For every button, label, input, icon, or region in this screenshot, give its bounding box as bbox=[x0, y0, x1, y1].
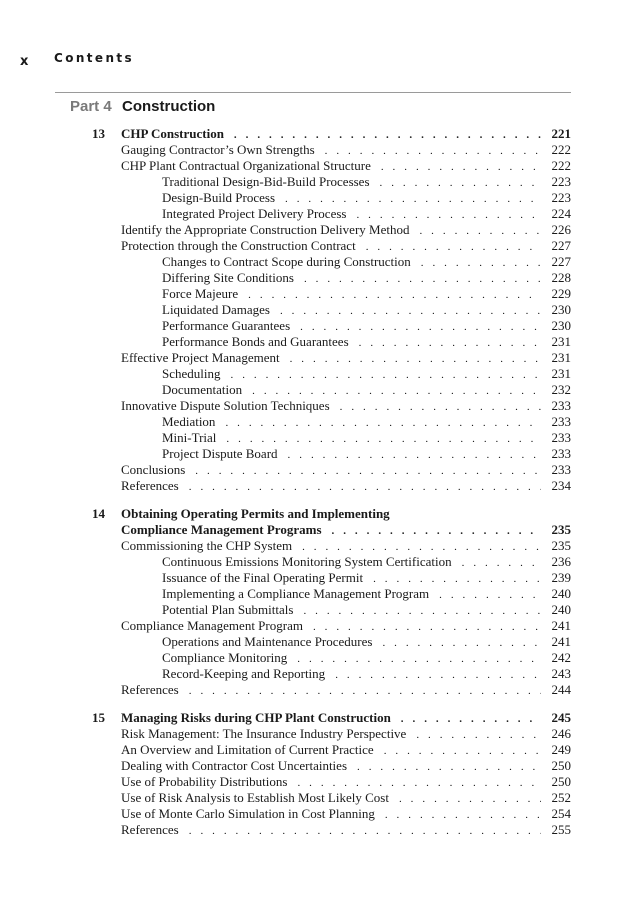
toc-entry-title: Identify the Appropriate Construction Delivery Method bbox=[121, 222, 410, 237]
toc-entry-title: References bbox=[121, 478, 179, 493]
dot-leader bbox=[419, 223, 541, 239]
toc-entry bbox=[0, 742, 621, 758]
toc-entry-line bbox=[162, 634, 571, 651]
toc-entry-title: Innovative Dispute Solution Techniques bbox=[121, 398, 330, 413]
toc-entry-title: Force Majeure bbox=[162, 286, 239, 301]
toc-page-number: 228 bbox=[551, 270, 571, 285]
toc-entry bbox=[0, 682, 621, 698]
dot-leader bbox=[366, 239, 541, 255]
toc-entry bbox=[0, 710, 621, 726]
toc-page-number: 252 bbox=[551, 790, 571, 805]
toc-entry-line bbox=[162, 554, 571, 571]
toc-entry-title: Differing Site Conditions bbox=[162, 270, 294, 285]
toc-list bbox=[0, 126, 621, 838]
toc-entry bbox=[0, 538, 621, 554]
dot-leader bbox=[313, 619, 541, 635]
dot-leader bbox=[332, 523, 541, 539]
toc-entry-line bbox=[121, 822, 571, 839]
toc-entry bbox=[0, 430, 621, 446]
toc-page-number: 229 bbox=[551, 286, 571, 301]
toc-entry-line bbox=[162, 270, 571, 287]
toc-entry-line bbox=[121, 522, 571, 539]
toc-entry-title: Mediation bbox=[162, 414, 216, 429]
toc-entry-line bbox=[121, 806, 571, 823]
toc-entry-line bbox=[121, 758, 571, 775]
toc-entry-title: Commissioning the CHP System bbox=[121, 538, 293, 553]
toc-entry-line bbox=[162, 366, 571, 383]
toc-entry bbox=[0, 398, 621, 414]
toc-entry bbox=[0, 414, 621, 430]
toc-page-number: 222 bbox=[551, 158, 571, 173]
dot-leader bbox=[189, 683, 541, 699]
toc-entry-line bbox=[162, 602, 571, 619]
toc-entry-line bbox=[121, 726, 571, 743]
dot-leader bbox=[226, 431, 541, 447]
toc-entry bbox=[0, 618, 621, 634]
toc-entry-line bbox=[162, 382, 571, 399]
toc-entry bbox=[0, 666, 621, 682]
dot-leader bbox=[280, 303, 541, 319]
toc-page-number: 230 bbox=[551, 318, 571, 333]
dot-leader bbox=[385, 807, 541, 823]
toc-entry bbox=[0, 318, 621, 334]
dot-leader bbox=[335, 667, 541, 683]
toc-page-number: 245 bbox=[551, 710, 571, 725]
dot-leader bbox=[439, 587, 541, 603]
toc-entry bbox=[0, 774, 621, 790]
toc-entry-title: Record-Keeping and Reporting bbox=[162, 666, 326, 681]
dot-leader bbox=[195, 463, 541, 479]
toc-entry-line bbox=[162, 650, 571, 667]
dot-leader bbox=[421, 255, 541, 271]
toc-entry bbox=[0, 238, 621, 254]
toc-page-number: 231 bbox=[551, 334, 571, 349]
dot-leader bbox=[401, 711, 541, 727]
dot-leader bbox=[302, 539, 541, 555]
toc-entry-title: Compliance Monitoring bbox=[162, 650, 288, 665]
toc-entry-title: Integrated Project Delivery Process bbox=[162, 206, 347, 221]
dot-leader bbox=[381, 159, 541, 175]
toc-entry bbox=[0, 602, 621, 618]
toc-entry-title: Risk Management: The Insurance Industry Perspective bbox=[121, 726, 407, 741]
dot-leader bbox=[304, 271, 541, 287]
toc-page-number: 235 bbox=[551, 538, 571, 553]
toc-entry bbox=[0, 478, 621, 494]
chapter-number: 15 bbox=[92, 710, 105, 725]
toc-entry-line bbox=[162, 190, 571, 207]
toc-entry bbox=[0, 350, 621, 366]
toc-entry bbox=[0, 790, 621, 806]
toc-entry-title: Operations and Maintenance Procedures bbox=[162, 634, 373, 649]
toc-entry-line bbox=[121, 790, 571, 807]
toc-entry bbox=[0, 302, 621, 318]
dot-leader bbox=[325, 143, 541, 159]
toc-entry-line bbox=[121, 398, 571, 415]
toc-entry-title: CHP Plant Contractual Organizational Structure bbox=[121, 158, 371, 173]
toc-entry-title: Performance Bonds and Guarantees bbox=[162, 334, 349, 349]
toc-entry-line bbox=[162, 206, 571, 223]
toc-entry-line bbox=[162, 570, 571, 587]
toc-page-number: 241 bbox=[551, 618, 571, 633]
toc-page-number: 226 bbox=[551, 222, 571, 237]
toc-page-number: 227 bbox=[551, 254, 571, 269]
toc-entry bbox=[0, 554, 621, 570]
toc-entry-line bbox=[162, 286, 571, 303]
toc-entry-title: Managing Risks during CHP Plant Construction bbox=[121, 710, 391, 725]
toc-page-number: 255 bbox=[551, 822, 571, 837]
toc-entry bbox=[0, 366, 621, 382]
toc-entry-line bbox=[162, 318, 571, 335]
toc-entry-title: Continuous Emissions Monitoring System Certification bbox=[162, 554, 452, 569]
toc-entry bbox=[0, 634, 621, 650]
dot-leader bbox=[356, 207, 541, 223]
toc-entry bbox=[0, 522, 621, 538]
toc-entry-title: Effective Project Management bbox=[121, 350, 280, 365]
toc-page-number: 223 bbox=[551, 174, 571, 189]
toc-entry-line bbox=[121, 618, 571, 635]
page-number: x bbox=[20, 54, 29, 69]
dot-leader bbox=[340, 399, 541, 415]
toc-entry bbox=[0, 126, 621, 142]
toc-entry-line bbox=[121, 682, 571, 699]
toc-entry-line bbox=[162, 334, 571, 351]
dot-leader bbox=[357, 759, 541, 775]
toc-entry-title: Obtaining Operating Permits and Implementing bbox=[121, 506, 390, 521]
chapter-number: 14 bbox=[92, 506, 105, 521]
toc-entry-line bbox=[162, 174, 571, 191]
toc-entry-line bbox=[121, 478, 571, 495]
toc-page-number: 249 bbox=[551, 742, 571, 757]
dot-leader bbox=[225, 415, 541, 431]
toc-entry-line bbox=[121, 506, 571, 522]
toc-page-number: 227 bbox=[551, 238, 571, 253]
toc-page-number: 233 bbox=[551, 430, 571, 445]
dot-leader bbox=[290, 351, 541, 367]
toc-entry-line bbox=[162, 446, 571, 463]
toc-page-number: 254 bbox=[551, 806, 571, 821]
dot-leader bbox=[380, 175, 541, 191]
toc-entry-title: Use of Risk Analysis to Establish Most Likely Cost bbox=[121, 790, 389, 805]
toc-page-number: 221 bbox=[551, 126, 571, 141]
toc-entry-line bbox=[121, 142, 571, 159]
dot-leader bbox=[234, 127, 541, 143]
toc-page-number: 236 bbox=[551, 554, 571, 569]
toc-entry bbox=[0, 758, 621, 774]
toc-entry bbox=[0, 462, 621, 478]
toc-entry-title: Mini-Trial bbox=[162, 430, 217, 445]
toc-page-number: 230 bbox=[551, 302, 571, 317]
part-label: Part 4 bbox=[70, 98, 112, 115]
dot-leader bbox=[285, 191, 541, 207]
toc-page-number: 222 bbox=[551, 142, 571, 157]
toc-entry-title: References bbox=[121, 682, 179, 697]
toc-page-number: 241 bbox=[551, 634, 571, 649]
toc-page-number: 246 bbox=[551, 726, 571, 741]
toc-entry-title: Documentation bbox=[162, 382, 243, 397]
toc-entry-title: Compliance Management Programs bbox=[121, 522, 322, 537]
toc-entry bbox=[0, 382, 621, 398]
toc-entry-title: Compliance Management Program bbox=[121, 618, 303, 633]
toc-page-number: 244 bbox=[551, 682, 571, 697]
toc-entry-line bbox=[162, 254, 571, 271]
toc-page-number: 233 bbox=[551, 462, 571, 477]
dot-leader bbox=[252, 383, 541, 399]
toc-entry bbox=[0, 822, 621, 838]
toc-entry-title: Issuance of the Final Operating Permit bbox=[162, 570, 364, 585]
chapter-number: 13 bbox=[92, 126, 105, 141]
toc-entry-title: Conclusions bbox=[121, 462, 186, 477]
toc-entry-title: Liquidated Damages bbox=[162, 302, 270, 317]
dot-leader bbox=[373, 571, 541, 587]
header-title: Contents bbox=[54, 51, 135, 65]
dot-leader bbox=[382, 635, 541, 651]
toc-entry-line bbox=[162, 586, 571, 603]
dot-leader bbox=[189, 823, 541, 839]
toc-entry-line bbox=[121, 538, 571, 555]
toc-entry-title: An Overview and Limitation of Current Practice bbox=[121, 742, 374, 757]
part-title: Construction bbox=[122, 98, 216, 115]
toc-entry-title: Protection through the Construction Contract bbox=[121, 238, 356, 253]
dot-leader bbox=[189, 479, 541, 495]
toc-page-number: 250 bbox=[551, 774, 571, 789]
toc-entry-title: Use of Probability Distributions bbox=[121, 774, 288, 789]
dot-leader bbox=[297, 775, 541, 791]
toc-entry-line bbox=[121, 462, 571, 479]
toc-page-number: 240 bbox=[551, 586, 571, 601]
dot-leader bbox=[384, 743, 541, 759]
dot-leader bbox=[297, 651, 541, 667]
toc-entry-line bbox=[162, 414, 571, 431]
toc-entry-title: Dealing with Contractor Cost Uncertainties bbox=[121, 758, 348, 773]
toc-entry-title: Design-Build Process bbox=[162, 190, 276, 205]
toc-entry bbox=[0, 506, 621, 522]
toc-entry-line bbox=[162, 302, 571, 319]
dot-leader bbox=[399, 791, 541, 807]
toc-page-number: 235 bbox=[551, 522, 571, 537]
toc-entry-line bbox=[121, 742, 571, 759]
toc-entry bbox=[0, 222, 621, 238]
toc-entry bbox=[0, 446, 621, 462]
toc-page-number: 232 bbox=[551, 382, 571, 397]
toc-entry-line bbox=[121, 158, 571, 175]
toc-entry-line bbox=[121, 710, 571, 727]
dot-leader bbox=[288, 447, 541, 463]
header-rule bbox=[55, 92, 571, 93]
toc-entry-title: Scheduling bbox=[162, 366, 221, 381]
toc-page-number: 233 bbox=[551, 446, 571, 461]
toc-page-number: 233 bbox=[551, 414, 571, 429]
toc-entry-title: Performance Guarantees bbox=[162, 318, 291, 333]
running-header bbox=[20, 50, 135, 69]
toc-entry-title: Gauging Contractor’s Own Strengths bbox=[121, 142, 315, 157]
toc-entry bbox=[0, 142, 621, 158]
toc-entry-title: Traditional Design-Bid-Build Processes bbox=[162, 174, 370, 189]
toc-page-number: 250 bbox=[551, 758, 571, 773]
toc-entry-title: Implementing a Compliance Management Program bbox=[162, 586, 430, 601]
toc-entry-line bbox=[121, 126, 571, 143]
toc-page-number: 240 bbox=[551, 602, 571, 617]
dot-leader bbox=[300, 319, 541, 335]
dot-leader bbox=[359, 335, 541, 351]
toc-entry bbox=[0, 570, 621, 586]
toc-entry-title: References bbox=[121, 822, 179, 837]
toc-entry-line bbox=[121, 774, 571, 791]
toc-page-number: 233 bbox=[551, 398, 571, 413]
toc-entry bbox=[0, 206, 621, 222]
toc-entry-line bbox=[121, 238, 571, 255]
toc-entry-title: Project Dispute Board bbox=[162, 446, 278, 461]
toc-entry-line bbox=[121, 222, 571, 239]
toc-entry bbox=[0, 174, 621, 190]
toc-entry-line bbox=[162, 666, 571, 683]
toc-page-number: 243 bbox=[551, 666, 571, 681]
toc-entry bbox=[0, 726, 621, 742]
dot-leader bbox=[248, 287, 541, 303]
toc-entry bbox=[0, 806, 621, 822]
toc-page-number: 224 bbox=[551, 206, 571, 221]
toc-entry bbox=[0, 334, 621, 350]
toc-page-number: 223 bbox=[551, 190, 571, 205]
toc-entry bbox=[0, 270, 621, 286]
toc-page-number: 231 bbox=[551, 350, 571, 365]
toc-entry-line bbox=[121, 350, 571, 367]
toc-entry bbox=[0, 158, 621, 174]
toc-entry bbox=[0, 650, 621, 666]
toc-page-number: 234 bbox=[551, 478, 571, 493]
toc-page-number: 231 bbox=[551, 366, 571, 381]
toc-entry-title: Changes to Contract Scope during Construction bbox=[162, 254, 411, 269]
dot-leader bbox=[231, 367, 542, 383]
toc-entry-title: CHP Construction bbox=[121, 126, 224, 141]
toc-entry bbox=[0, 254, 621, 270]
toc-entry-line bbox=[162, 430, 571, 447]
toc-entry-title: Use of Monte Carlo Simulation in Cost Planning bbox=[121, 806, 375, 821]
dot-leader bbox=[416, 727, 541, 743]
toc-entry-title: Potential Plan Submittals bbox=[162, 602, 294, 617]
toc-entry bbox=[0, 286, 621, 302]
toc-page-number: 242 bbox=[551, 650, 571, 665]
toc-entry bbox=[0, 190, 621, 206]
dot-leader bbox=[462, 555, 541, 571]
dot-leader bbox=[303, 603, 541, 619]
toc-page-number: 239 bbox=[551, 570, 571, 585]
toc-entry bbox=[0, 586, 621, 602]
